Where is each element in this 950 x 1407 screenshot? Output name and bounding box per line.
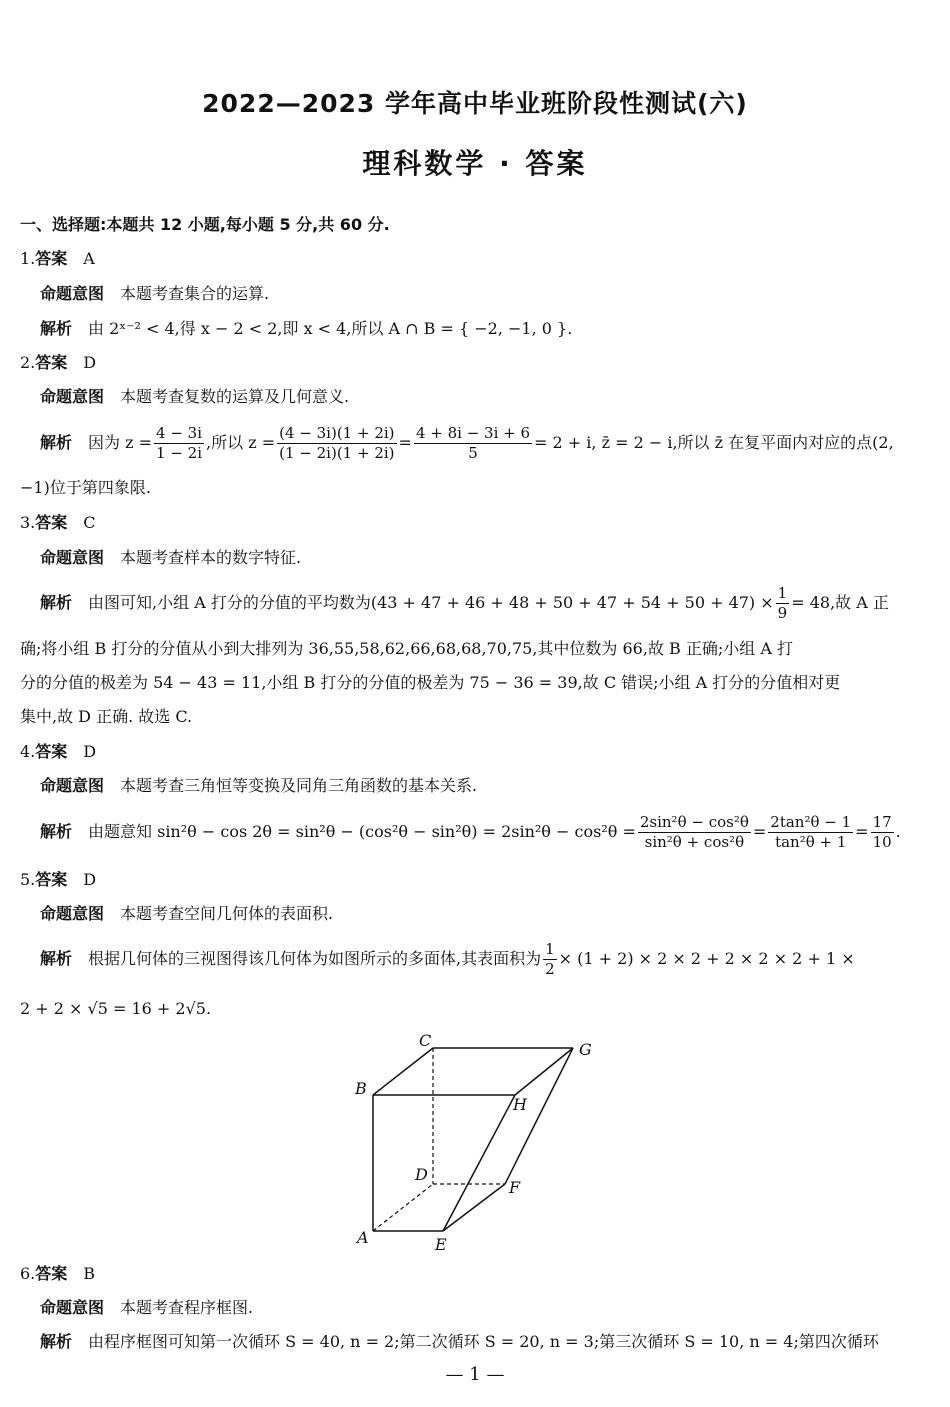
denominator: 2: [545, 960, 555, 978]
analysis-text: 由图可知,小组 A 打分的分值的平均数为(43 + 47 + 46 + 48 + 50 + 47 + 54 + 50 + 47) ×: [88, 593, 774, 612]
answer-label: 答案: [35, 870, 68, 889]
q1-answer-line: [20, 248, 935, 270]
question-number: 3.: [20, 513, 36, 532]
answer-value: D: [83, 353, 97, 372]
q3-analysis-line: [40, 582, 935, 624]
intent-text: 本题考查程序框图.: [120, 1298, 254, 1317]
analysis-text: 由 2ˣ⁻² < 4,得 x − 2 < 2,即 x < 4,所以 A ∩ B = { −2, −1, 0 }.: [88, 319, 573, 338]
section-heading: 一、选择题:本题共 12 小题,每小题 5 分,共 60 分.: [20, 215, 390, 234]
vertex-label-h: H: [513, 1095, 527, 1114]
q6-intent-line: [40, 1297, 935, 1319]
denominator: (1 − 2i)(1 + 2i): [279, 444, 395, 462]
analysis-label: 解析: [40, 949, 73, 968]
period: .: [895, 822, 901, 841]
answer-value: A: [83, 249, 95, 268]
denominator: 5: [468, 444, 478, 462]
answer-value: D: [83, 870, 97, 889]
q5-analysis-continued: 2 + 2 × √5 = 16 + 2√5.: [20, 999, 212, 1018]
intent-label: 命题意图: [40, 284, 105, 303]
equals: =: [752, 822, 767, 841]
numerator: 2tan²θ − 1: [770, 813, 852, 831]
intent-text: 本题考查空间几何体的表面积.: [120, 904, 334, 923]
q5-answer-line: [20, 869, 935, 891]
polyhedron-figure: [345, 1030, 610, 1255]
answer-value: D: [83, 742, 97, 761]
fraction: [543, 940, 557, 979]
question-number: 2.: [20, 353, 36, 372]
analysis-label: 解析: [40, 822, 73, 841]
question-number: 1.: [20, 249, 36, 268]
vertex-label-e: E: [435, 1235, 447, 1254]
vertex-label-f: F: [509, 1178, 521, 1197]
denominator: sin²θ + cos²θ: [644, 833, 745, 851]
numerator: 4 + 8i − 3i + 6: [415, 424, 531, 442]
answer-label: 答案: [35, 742, 68, 761]
q1-intent-line: [40, 283, 935, 305]
edge-eh: [443, 1095, 515, 1231]
q4-analysis-line: [40, 811, 935, 853]
q4-intent-line: [40, 775, 935, 797]
analysis-text: × (1 + 2) × 2 × 2 + 2 × 2 × 2 + 1 ×: [558, 949, 855, 968]
fraction: [768, 813, 853, 852]
intent-text: 本题考查三角恒等变换及同角三角函数的基本关系.: [120, 776, 478, 795]
answer-label: 答案: [35, 353, 68, 372]
analysis-label: 解析: [40, 319, 73, 338]
intent-label: 命题意图: [40, 776, 105, 795]
denominator: tan²θ + 1: [775, 833, 847, 851]
fraction: [414, 424, 532, 463]
analysis-text: = 48,故 A 正: [791, 593, 889, 612]
fraction: [154, 424, 204, 463]
vertex-label-a: A: [357, 1228, 369, 1247]
question-number: 4.: [20, 742, 36, 761]
document-title: 2022—2023 学年高中毕业班阶段性测试(六): [202, 89, 748, 118]
q4-answer-line: [20, 741, 935, 763]
answer-label: 答案: [35, 1264, 68, 1283]
intent-text: 本题考查复数的运算及几何意义.: [120, 387, 350, 406]
numerator: 4 − 3i: [156, 424, 203, 442]
page-number: — 1 —: [445, 1364, 505, 1385]
vertex-label-c: C: [419, 1031, 432, 1050]
document-subtitle: 理科数学 · 答案: [362, 147, 588, 180]
analysis-text: 因为 z =: [88, 433, 153, 452]
vertex-label-g: G: [579, 1040, 592, 1059]
analysis-label: 解析: [40, 433, 73, 452]
intent-label: 命题意图: [40, 387, 105, 406]
hidden-edge-ad: [373, 1184, 433, 1231]
q3-analysis-continued: 确;将小组 B 打分的分值从小到大排列为 36,55,58,62,66,68,68,70,75,其中位数为 66,故 B 正确;小组 A 打: [20, 639, 793, 658]
analysis-text: ,所以 z =: [206, 433, 276, 452]
question-number: 5.: [20, 870, 36, 889]
numerator: (4 − 3i)(1 + 2i): [279, 424, 395, 442]
fraction: [638, 813, 751, 852]
intent-label: 命题意图: [40, 548, 105, 567]
analysis-label: 解析: [40, 593, 73, 612]
intent-label: 命题意图: [40, 904, 105, 923]
fraction: [776, 584, 790, 623]
numerator: 2sin²θ − cos²θ: [639, 813, 749, 831]
q2-answer-line: [20, 352, 935, 374]
edge-bc: [373, 1048, 433, 1095]
analysis-text: 由程序框图可知第一次循环 S = 40, n = 2;第二次循环 S = 20, n = 3;第三次循环 S = 10, n = 4;第四次循环: [88, 1332, 879, 1351]
answer-value: B: [83, 1264, 96, 1283]
denominator: 1 − 2i: [156, 444, 203, 462]
vertex-label-b: B: [355, 1079, 367, 1098]
answer-label: 答案: [35, 513, 68, 532]
q1-analysis-line: [40, 318, 935, 340]
numerator: 1: [545, 940, 555, 958]
analysis-text: 由题意知 sin²θ − cos 2θ = sin²θ − (cos²θ − sin²θ) = 2sin²θ − cos²θ =: [88, 822, 636, 841]
edge-hg: [515, 1048, 573, 1095]
intent-text: 本题考查集合的运算.: [120, 284, 270, 303]
analysis-label: 解析: [40, 1332, 73, 1351]
vertex-label-d: D: [415, 1165, 428, 1184]
q3-answer-line: [20, 512, 935, 534]
intent-text: 本题考查样本的数字特征.: [120, 548, 302, 567]
answer-label: 答案: [35, 249, 68, 268]
fraction: [277, 424, 396, 463]
q3-intent-line: [40, 547, 935, 569]
denominator: 9: [777, 604, 788, 622]
q6-answer-line: [20, 1263, 935, 1285]
q6-analysis-line: [40, 1331, 935, 1353]
numerator: 1: [777, 584, 788, 602]
q2-analysis-line: [40, 422, 935, 464]
analysis-text: 根据几何体的三视图得该几何体为如图所示的多面体,其表面积为: [88, 949, 542, 968]
q5-analysis-line: [40, 938, 935, 980]
edge-fg: [505, 1048, 573, 1184]
intent-label: 命题意图: [40, 1298, 105, 1317]
q5-intent-line: [40, 903, 935, 925]
equals: =: [398, 433, 412, 452]
q3-analysis-continued: 集中,故 D 正确. 故选 C.: [20, 707, 193, 726]
equals: =: [855, 822, 869, 841]
q2-analysis-continued: −1)位于第四象限.: [20, 478, 151, 497]
fraction: [871, 813, 894, 852]
answer-value: C: [83, 513, 96, 532]
q2-intent-line: [40, 386, 935, 408]
q3-analysis-continued: 分的分值的极差为 54 − 43 = 11,小组 B 打分的分值的极差为 75 − 36 = 39,故 C 错误;小组 A 打分的分值相对更: [20, 673, 841, 692]
question-number: 6.: [20, 1264, 36, 1283]
edge-ef: [443, 1184, 505, 1231]
analysis-text: = 2 + i, z̄ = 2 − i,所以 z̄ 在复平面内对应的点(2,: [534, 433, 894, 452]
numerator: 17: [872, 813, 892, 831]
denominator: 10: [872, 833, 892, 851]
